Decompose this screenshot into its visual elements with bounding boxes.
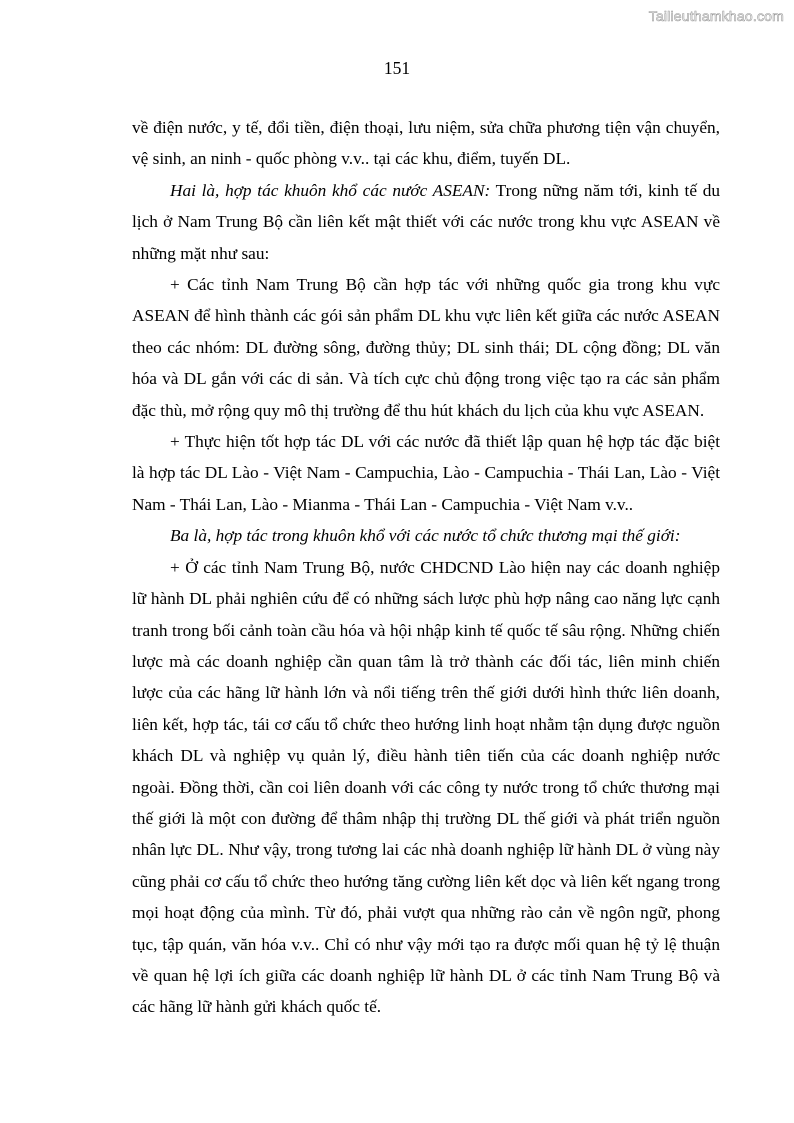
- watermark: Tailieuthamkhao.com: [648, 8, 784, 24]
- paragraph-4: + Thực hiện tốt hợp tác DL với các nước đã thiết lập quan hệ hợp tác đặc biệt là hợp tác DL Lào - Việt Nam - Campuchia, Lào - Campuchia - Thái Lan, Lào - Việt Nam - Thái Lan, Lào - Mianma - Thái Lan - Campuchia - Việt Nam v.v..: [132, 432, 720, 514]
- paragraph-2-text: Trong nững năm tới, kinh tế du lịch ở Nam Trung Bộ cần liên kết mật thiết với các nước trong khu vực ASEAN về những mặt như sau:: [132, 180, 720, 263]
- paragraph-6: + Ở các tỉnh Nam Trung Bộ, nước CHDCND Lào hiện nay các doanh nghiệp lữ hành DL phải nghiên cứu để có những sách lược phù hợp nâng cao năng lực cạnh tranh trong bối cảnh toàn cầu hóa và hội nhập kinh tế quốc tế sâu rộng. Những chiến lược mà các doanh nghiệp cần quan tâm là trở thành các đối tác, liên minh chiến lược của các hãng lữ hành lớn và nổi tiếng trên thế giới dưới hình thức liên doanh, liên kết, hợp tác, tái cơ cấu tổ chức theo hướng linh hoạt nhằm tận dụng được nguồn khách DL và nghiệp vụ quản lý, điều hành tiên tiến của các doanh nghiệp nước ngoài. Đồng thời, cần coi liên doanh với các công ty nước trong tổ chức thương mại thế giới là một con đường để thâm nhập thị trường DL thế giới và phát triển nguồn nhân lực DL. Như vậy, trong tương lai các nhà doanh nghiệp lữ hành DL ở vùng này cũng phải cơ cấu tổ chức theo hướng tăng cường liên kết dọc và liên kết ngang trong mọi hoạt động của mình. Từ đó, phải vượt qua những rào cản về ngôn ngữ, phong tục, tập quán, văn hóa v.v.. Chỉ có như vậy mới tạo ra được mối quan hệ tỷ lệ thuận về quan hệ lợi ích giữa các doanh nghiệp lữ hành DL ở các tỉnh Nam Trung Bộ và các hãng lữ hành gửi khách quốc tế.: [132, 557, 720, 1017]
- paragraph-5-heading: Ba là, hợp tác trong khuôn khổ với các nước tổ chức thương mại thế giới:: [170, 526, 681, 546]
- document-body: [132, 112, 720, 1023]
- page-number: 151: [383, 58, 411, 78]
- paragraph-3: + Các tỉnh Nam Trung Bộ cần hợp tác với những quốc gia trong khu vực ASEAN để hình thành các gói sản phẩm DL khu vực liên kết giữa các nước ASEAN theo các nhóm: DL đường sông, đường thủy; DL sinh thái; DL cộng đồng; DL văn hóa và DL gắn với các di sản. Và tích cực chủ động trong việc tạo ra các sản phẩm đặc thù, mở rộng quy mô thị trường để thu hút khách du lịch của khu vực ASEAN.: [132, 275, 720, 420]
- paragraph-2: [132, 175, 720, 269]
- paragraph-1: về điện nước, y tế, đổi tiền, điện thoại, lưu niệm, sửa chữa phương tiện vận chuyển, vệ sinh, an ninh - quốc phòng v.v.. tại các khu, điểm, tuyến DL.: [132, 118, 720, 169]
- paragraph-2-heading: Hai là, hợp tác khuôn khổ các nước ASEAN:: [170, 180, 491, 200]
